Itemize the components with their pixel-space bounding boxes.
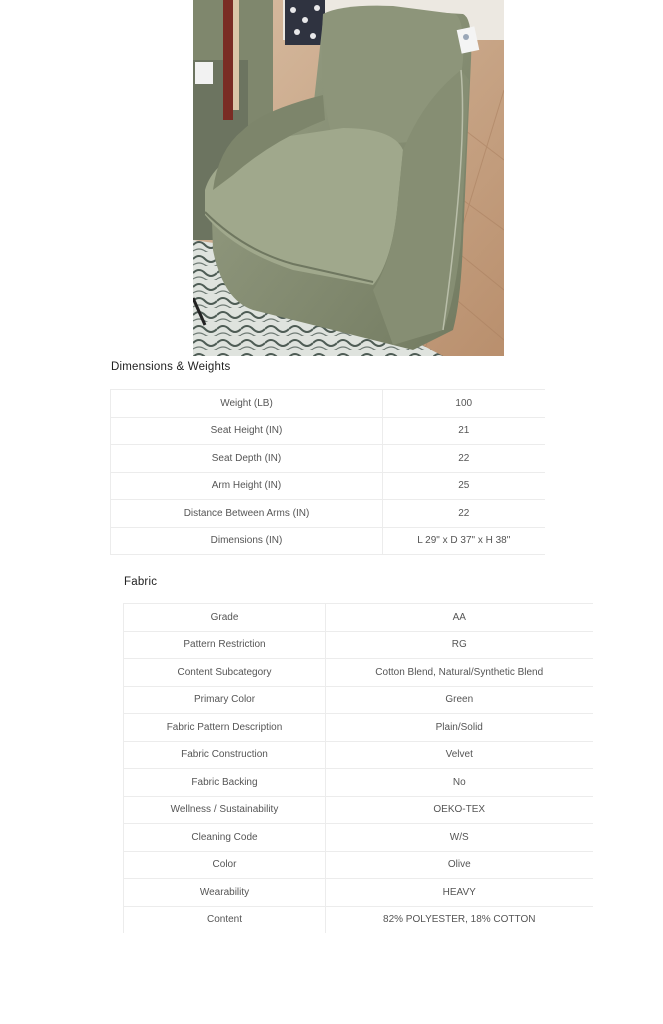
spec-value: L 29" x D 37" x H 38": [383, 527, 545, 555]
spec-value: RG: [326, 631, 593, 659]
product-image: [193, 0, 504, 356]
spec-label: Wellness / Sustainability: [124, 796, 326, 824]
spec-value: HEAVY: [326, 879, 593, 907]
table-row: [124, 659, 593, 687]
fabric-title: Fabric: [124, 576, 158, 588]
table-row: [111, 417, 545, 445]
table-row: [111, 445, 545, 473]
table-row: [124, 906, 593, 933]
spec-label: Color: [124, 851, 326, 879]
armchair-photo: [193, 0, 504, 356]
table-row: [124, 851, 593, 879]
table-row: [111, 500, 545, 528]
spec-label: Arm Height (IN): [111, 472, 383, 500]
table-row: [124, 879, 593, 907]
dimensions-table: [110, 389, 545, 555]
spec-label: Fabric Pattern Description: [124, 714, 326, 742]
spec-label: Grade: [124, 604, 326, 632]
spec-value: 82% POLYESTER, 18% COTTON: [326, 906, 593, 933]
table-row: [124, 714, 593, 742]
dimensions-title: Dimensions & Weights: [111, 361, 231, 373]
table-row: [124, 604, 593, 632]
spec-value: Velvet: [326, 741, 593, 769]
spec-label: Content Subcategory: [124, 659, 326, 687]
table-row: [124, 796, 593, 824]
spec-value: AA: [326, 604, 593, 632]
spec-label: Weight (LB): [111, 390, 383, 418]
spec-value: Plain/Solid: [326, 714, 593, 742]
fabric-table: [123, 603, 593, 933]
spec-value: 22: [383, 445, 545, 473]
table-row: [124, 686, 593, 714]
spec-label: Primary Color: [124, 686, 326, 714]
spec-value: Cotton Blend, Natural/Synthetic Blend: [326, 659, 593, 687]
spec-label: Distance Between Arms (IN): [111, 500, 383, 528]
spec-value: 100: [383, 390, 545, 418]
spec-label: Content: [124, 906, 326, 933]
spec-value: 25: [383, 472, 545, 500]
spec-label: Seat Height (IN): [111, 417, 383, 445]
spec-label: Dimensions (IN): [111, 527, 383, 555]
table-row: [124, 769, 593, 797]
table-row: [124, 631, 593, 659]
spec-value: 22: [383, 500, 545, 528]
spec-label: Seat Depth (IN): [111, 445, 383, 473]
spec-label: Cleaning Code: [124, 824, 326, 852]
table-row: [111, 472, 545, 500]
spec-value: Olive: [326, 851, 593, 879]
spec-value: Green: [326, 686, 593, 714]
spec-label: Fabric Construction: [124, 741, 326, 769]
table-row: [124, 824, 593, 852]
spec-value: 21: [383, 417, 545, 445]
table-row: [111, 390, 545, 418]
spec-label: Pattern Restriction: [124, 631, 326, 659]
spec-value: W/S: [326, 824, 593, 852]
spec-value: No: [326, 769, 593, 797]
spec-label: Wearability: [124, 879, 326, 907]
table-row: [111, 527, 545, 555]
spec-value: OEKO-TEX: [326, 796, 593, 824]
spec-label: Fabric Backing: [124, 769, 326, 797]
table-row: [124, 741, 593, 769]
